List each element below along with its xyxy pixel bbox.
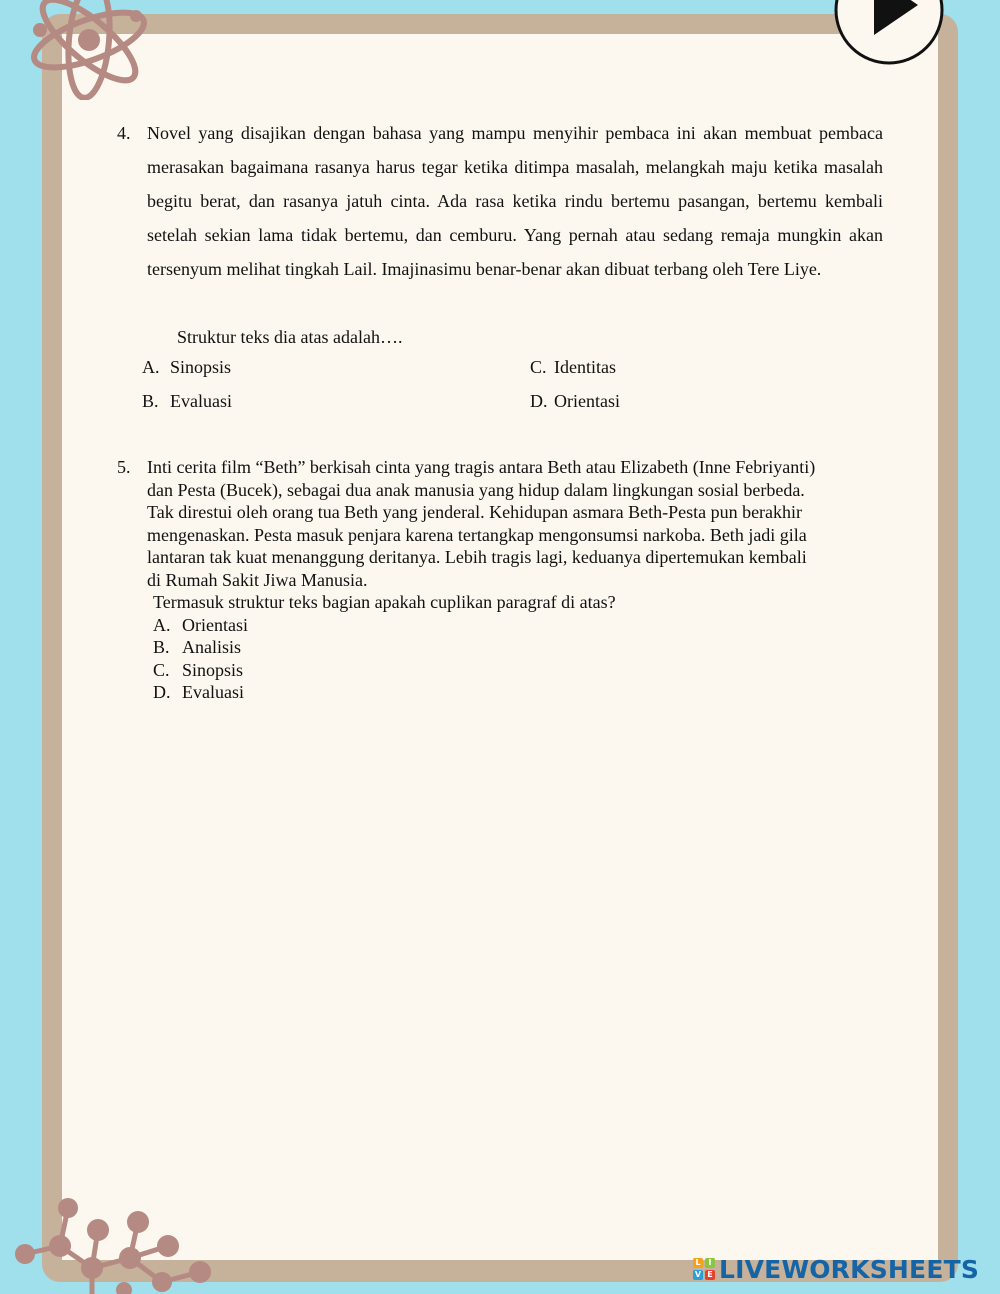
- option-letter: B.: [142, 391, 159, 411]
- option-letter: A.: [142, 357, 160, 377]
- molecule-icon: [0, 1190, 220, 1294]
- option-c[interactable]: [153, 659, 887, 682]
- question-5: [117, 456, 887, 704]
- option-d[interactable]: [530, 384, 620, 418]
- option-text: Orientasi: [554, 391, 620, 411]
- logo-text: LIVEWORKSHEETS: [719, 1254, 980, 1284]
- option-letter: B.: [153, 637, 170, 657]
- option-text: Evaluasi: [182, 682, 244, 702]
- question-passage: [147, 456, 887, 591]
- question-prompt: Struktur teks dia atas adalah….: [177, 327, 403, 347]
- question-prompt: Termasuk struktur teks bagian apakah cuplikan paragraf di atas?: [153, 592, 616, 612]
- option-text: Sinopsis: [182, 659, 244, 680]
- option-letter: D.: [153, 682, 171, 702]
- option-a[interactable]: [153, 614, 887, 637]
- option-d[interactable]: [153, 681, 887, 704]
- option-text: Orientasi: [182, 614, 248, 635]
- option-b[interactable]: [153, 636, 887, 659]
- option-text: Sinopsis: [170, 357, 232, 377]
- passage-line: lantaran tak kuat menanggung deritanya. Lebih tragis lagi, keduanya dipertemukan kembali: [147, 547, 807, 567]
- logo-mark-l: L: [693, 1258, 703, 1268]
- option-letter: C.: [530, 357, 547, 377]
- option-letter: C.: [153, 659, 170, 680]
- passage-line: di Rumah Sakit Jiwa Manusia.: [147, 569, 368, 590]
- play-icon[interactable]: [826, 0, 952, 70]
- option-text: Identitas: [554, 357, 616, 377]
- question-number: 5.: [117, 457, 131, 477]
- passage-line: Inti cerita film “Beth” berkisah cinta yang tragis antara Beth atau Elizabeth (Inne Febriyanti): [147, 457, 816, 477]
- option-letter: D.: [530, 391, 548, 411]
- logo-mark-icon: [693, 1258, 715, 1280]
- atom-icon: [24, 0, 154, 100]
- logo-mark-i: I: [705, 1258, 715, 1268]
- passage-line: Tak direstui oleh orang tua Beth yang jenderal. Kehidupan asmara Beth-Pesta pun berakhir: [147, 502, 803, 522]
- question-4: [117, 116, 883, 347]
- question-number: 4.: [117, 123, 131, 143]
- option-a[interactable]: [142, 350, 231, 384]
- logo-mark-v: V: [694, 1270, 702, 1279]
- option-b[interactable]: [142, 384, 232, 418]
- option-letter: A.: [153, 614, 171, 635]
- option-text: Evaluasi: [170, 391, 232, 411]
- option-text: Analisis: [182, 637, 242, 657]
- option-c[interactable]: [530, 350, 616, 384]
- options-list: [153, 614, 887, 704]
- passage-line: mengenaskan. Pesta masuk penjara karena tertangkap mengonsumsi narkoba. Beth jadi gila: [147, 524, 807, 545]
- logo-mark-e: E: [705, 1270, 715, 1280]
- liveworksheets-logo[interactable]: [693, 1254, 979, 1284]
- passage-line: dan Pesta (Bucek), sebagai dua anak manusia yang hidup dalam lingkungan sosial berbeda.: [147, 479, 805, 500]
- question-passage: Novel yang disajikan dengan bahasa yang mampu menyihir pembaca ini akan membuat pembaca merasakan bagaimana rasanya harus tegar ketika ditimpa masalah, melangkah maju ketika masalah begitu berat, dan rasanya jatuh cinta. Ada rasa ketika rindu bertemu pasangan, bertemu kembali setelah sekian lama tidak bertemu, dan cemburu. Yang pernah atau sedang remaja mungkin akan tersenyum melihat tingkah Lail. Imajinasimu benar-benar akan dibuat terbang oleh Tere Liye.: [147, 123, 883, 279]
